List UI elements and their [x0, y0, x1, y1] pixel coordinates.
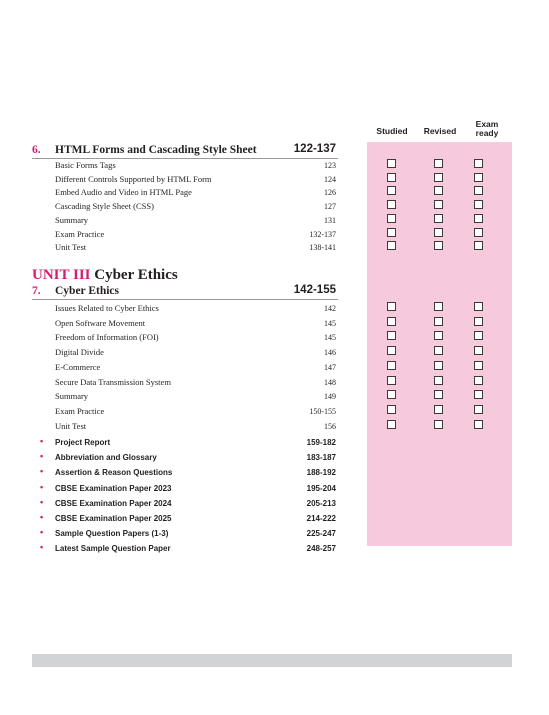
topic-label: E-Commerce — [55, 361, 101, 372]
exam-ready-checkbox[interactable] — [474, 186, 483, 195]
toc-topic-row[interactable] — [55, 391, 338, 403]
bullet-icon: • — [40, 436, 44, 446]
studied-checkbox[interactable] — [387, 405, 396, 414]
bullet-icon: • — [40, 496, 44, 507]
extra-label: Project Report — [55, 438, 111, 447]
toc-topic-row[interactable] — [55, 215, 338, 227]
studied-checkbox[interactable] — [387, 241, 396, 250]
studied-checkbox[interactable] — [387, 331, 396, 340]
toc-extra-row[interactable] — [40, 483, 338, 495]
studied-checkbox[interactable] — [387, 346, 396, 355]
toc-topic-row[interactable] — [55, 377, 338, 389]
topic-label: Unit Test — [55, 242, 87, 253]
topic-page: 156 — [324, 421, 336, 431]
topic-page: 126 — [324, 188, 336, 198]
exam-ready-checkbox[interactable] — [474, 331, 483, 340]
chapter-title: HTML Forms and Cascading Style Sheet — [55, 144, 257, 156]
extra-page: 214-222 — [306, 514, 336, 523]
unit-3-heading — [32, 267, 178, 284]
topic-label: Exam Practice — [55, 405, 105, 416]
exam-ready-header-line2: ready — [475, 128, 499, 138]
topic-label: Unit Test — [55, 420, 87, 431]
toc-topic-row[interactable] — [55, 347, 338, 359]
exam-ready-checkbox[interactable] — [474, 214, 483, 223]
bullet-icon: • — [40, 512, 44, 522]
toc-extra-row[interactable] — [40, 437, 338, 449]
studied-header: Studied — [376, 126, 408, 136]
extra-page: 195-204 — [306, 483, 336, 493]
exam-ready-checkbox[interactable] — [474, 361, 483, 370]
toc-topic-row[interactable] — [55, 406, 338, 418]
unit-title: Cyber Ethics — [94, 267, 178, 283]
revised-checkbox[interactable] — [434, 200, 443, 209]
revised-checkbox[interactable] — [434, 159, 443, 168]
topic-page: 147 — [324, 362, 336, 372]
revised-checkbox[interactable] — [434, 302, 443, 311]
exam-ready-checkbox[interactable] — [474, 173, 483, 182]
chapter-pages: 122-137 — [293, 143, 336, 155]
exam-ready-checkbox[interactable] — [474, 200, 483, 209]
toc-topic-row[interactable] — [55, 174, 338, 186]
toc-topic-row[interactable] — [55, 362, 338, 374]
exam-ready-checkbox[interactable] — [474, 420, 483, 429]
extra-page: 225-247 — [306, 529, 336, 539]
chapter-title: Cyber Ethics — [55, 285, 119, 297]
exam-ready-checkbox[interactable] — [474, 302, 483, 311]
bullet-icon: • — [40, 466, 44, 477]
extra-label: CBSE Examination Paper 2023 — [55, 483, 172, 493]
exam-ready-checkbox[interactable] — [474, 228, 483, 237]
bullet-icon: • — [40, 481, 44, 492]
studied-checkbox[interactable] — [387, 200, 396, 209]
toc-extra-row[interactable] — [40, 498, 338, 510]
extra-page: 205-213 — [306, 498, 336, 508]
revised-checkbox[interactable] — [434, 376, 443, 385]
topic-label: Different Controls Supported by HTML Form — [55, 173, 212, 184]
exam-ready-checkbox[interactable] — [474, 317, 483, 326]
topic-page: 148 — [324, 377, 336, 387]
topic-page: 131 — [324, 215, 336, 225]
extra-label: Abbreviation and Glossary — [55, 453, 157, 463]
exam-ready-header-line1: Exam — [475, 119, 499, 129]
topic-page: 123 — [324, 161, 336, 170]
extra-page: 248-257 — [306, 544, 336, 554]
topic-label: Freedom of Information (FOI) — [55, 332, 159, 343]
toc-topic-row[interactable] — [55, 318, 338, 330]
revised-header: Revised — [423, 126, 457, 136]
topic-label: Exam Practice — [55, 228, 105, 239]
exam-ready-checkbox[interactable] — [474, 390, 483, 399]
topic-label: Digital Divide — [55, 347, 104, 358]
exam-ready-checkbox[interactable] — [474, 346, 483, 355]
topic-page: 145 — [324, 318, 336, 328]
chapter-number: 7. — [32, 285, 41, 297]
extra-page: 183-187 — [306, 453, 336, 463]
revised-checkbox[interactable] — [434, 346, 443, 355]
toc-topic-row[interactable] — [55, 187, 338, 199]
studied-checkbox[interactable] — [387, 159, 396, 168]
extra-label: CBSE Examination Paper 2024 — [55, 498, 172, 508]
studied-checkbox[interactable] — [387, 302, 396, 311]
extra-page: 159-182 — [306, 438, 336, 447]
topic-label: Summary — [55, 214, 89, 225]
revised-checkbox[interactable] — [434, 331, 443, 340]
exam-ready-checkbox[interactable] — [474, 241, 483, 250]
revised-checkbox[interactable] — [434, 173, 443, 182]
revised-checkbox[interactable] — [434, 405, 443, 414]
revised-checkbox[interactable] — [434, 390, 443, 399]
extra-label: CBSE Examination Paper 2025 — [55, 514, 172, 523]
topic-label: Secure Data Transmission System — [55, 376, 171, 387]
toc-extra-row[interactable] — [40, 543, 338, 555]
toc-topic-row[interactable] — [55, 332, 338, 344]
studied-checkbox[interactable] — [387, 228, 396, 237]
topic-label: Embed Audio and Video in HTML Page — [55, 187, 192, 198]
topic-page: 132-137 — [309, 229, 336, 239]
revised-checkbox[interactable] — [434, 241, 443, 250]
toc-extra-row[interactable] — [40, 452, 338, 464]
toc-topic-row[interactable] — [55, 303, 338, 315]
topic-label: Basic Forms Tags — [55, 160, 116, 170]
toc-topic-row[interactable] — [55, 421, 338, 433]
toc-extra-row[interactable] — [40, 467, 338, 479]
extra-label: Latest Sample Question Paper — [55, 544, 171, 554]
revised-checkbox[interactable] — [434, 228, 443, 237]
topic-label: Cascading Style Sheet (CSS) — [55, 201, 154, 212]
topic-page: 142 — [324, 304, 336, 313]
studied-checkbox[interactable] — [387, 214, 396, 223]
topic-label: Issues Related to Cyber Ethics — [55, 303, 159, 313]
topic-label: Open Software Movement — [55, 317, 146, 328]
topic-label: Summary — [55, 391, 89, 402]
studied-checkbox[interactable] — [387, 317, 396, 326]
toc-extra-row[interactable] — [40, 528, 338, 540]
studied-checkbox[interactable] — [387, 420, 396, 429]
toc-topic-row[interactable] — [55, 242, 338, 254]
extra-label: Assertion & Reason Questions — [55, 468, 173, 478]
studied-checkbox[interactable] — [387, 186, 396, 195]
footer-bar — [32, 654, 512, 667]
toc-topic-row[interactable] — [55, 201, 338, 213]
topic-page: 146 — [324, 348, 336, 358]
revised-checkbox[interactable] — [434, 186, 443, 195]
exam-ready-checkbox[interactable] — [474, 405, 483, 414]
revised-checkbox[interactable] — [434, 214, 443, 223]
revised-checkbox[interactable] — [434, 420, 443, 429]
revised-checkbox[interactable] — [434, 361, 443, 370]
studied-checkbox[interactable] — [387, 376, 396, 385]
topic-page: 145 — [324, 333, 336, 343]
bullet-icon: • — [40, 527, 44, 538]
chapter-7-heading[interactable] — [32, 283, 338, 300]
studied-checkbox[interactable] — [387, 173, 396, 182]
revised-checkbox[interactable] — [434, 317, 443, 326]
extra-page: 188-192 — [306, 468, 336, 478]
topic-page: 138-141 — [309, 243, 336, 253]
chapter-pages: 142-155 — [293, 284, 336, 296]
topic-page: 150-155 — [309, 406, 336, 416]
toc-topic-row[interactable] — [55, 229, 338, 241]
exam-ready-header — [462, 120, 512, 138]
exam-ready-checkbox[interactable] — [474, 376, 483, 385]
topic-page: 124 — [324, 174, 336, 184]
topic-page: 149 — [324, 392, 336, 402]
bullet-icon: • — [40, 542, 44, 553]
toc-topic-row[interactable] — [55, 160, 338, 172]
chapter-6-heading[interactable] — [32, 142, 338, 159]
extra-label: Sample Question Papers (1-3) — [55, 529, 169, 539]
toc-extra-row[interactable] — [40, 513, 338, 525]
studied-checkbox[interactable] — [387, 361, 396, 370]
exam-ready-checkbox[interactable] — [474, 159, 483, 168]
exam-ready-column-band — [462, 142, 512, 546]
chapter-number: 6. — [32, 144, 41, 156]
bullet-icon: • — [40, 451, 44, 462]
unit-label: UNIT III — [32, 267, 91, 283]
studied-checkbox[interactable] — [387, 390, 396, 399]
topic-page: 127 — [324, 202, 336, 212]
